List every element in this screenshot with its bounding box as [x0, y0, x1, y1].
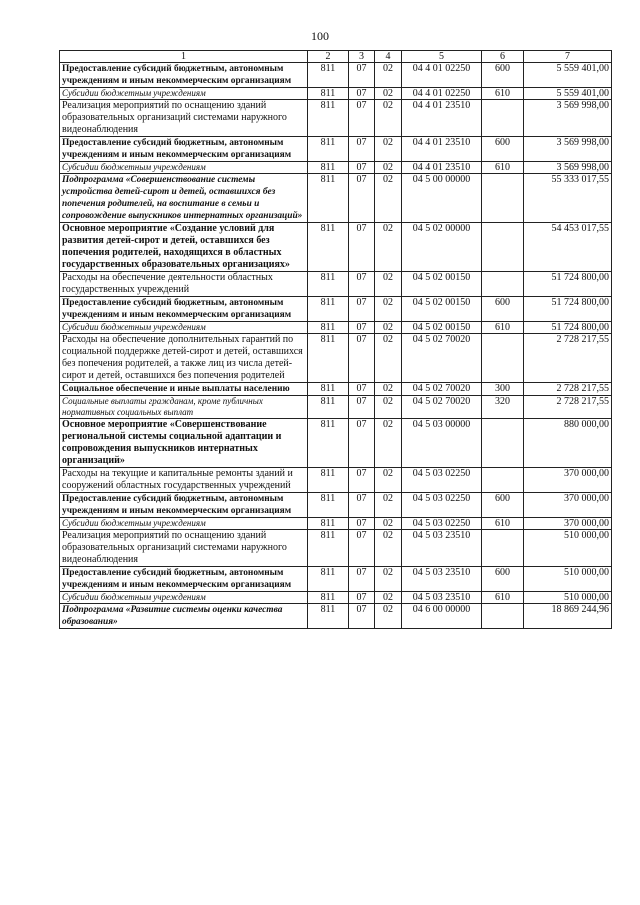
- table-row: [60, 100, 612, 137]
- row-code-4-cell: 02: [375, 592, 402, 604]
- row-code-3-cell: 07: [349, 518, 375, 530]
- row-code-6-cell: 610: [482, 592, 524, 604]
- row-code-3-cell: 07: [349, 174, 375, 223]
- row-code-6-cell: 600: [482, 493, 524, 518]
- row-amount-cell: 510 000,00: [524, 530, 612, 567]
- table-row: [60, 88, 612, 100]
- row-code-3-cell: 07: [349, 383, 375, 396]
- table-row: [60, 334, 612, 383]
- row-name-cell: Социальные выплаты гражданам, кроме публичных нормативных социальных выплат: [60, 396, 308, 419]
- row-name-cell: Субсидии бюджетным учреждениям: [60, 322, 308, 334]
- row-code-5-cell: 04 5 02 70020: [402, 383, 482, 396]
- row-code-3-cell: 07: [349, 63, 375, 88]
- row-name-cell: Расходы на обеспечение деятельности областных государственных учреждений: [60, 272, 308, 297]
- row-code-3-cell: 07: [349, 272, 375, 297]
- table-header-row: [60, 51, 612, 63]
- row-name-cell: Основное мероприятие «Создание условий для развития детей-сирот и детей, оставшихся без попечения родителей, находящихся в областных государственных образовательных организациях»: [60, 223, 308, 272]
- row-code-6-cell: [482, 419, 524, 468]
- row-code-2-cell: 811: [308, 334, 349, 383]
- row-code-6-cell: 610: [482, 322, 524, 334]
- row-code-5-cell: 04 4 01 23510: [402, 137, 482, 162]
- row-code-4-cell: 02: [375, 530, 402, 567]
- row-code-2-cell: 811: [308, 88, 349, 100]
- row-code-2-cell: 811: [308, 272, 349, 297]
- table-row: [60, 396, 612, 419]
- row-code-4-cell: 02: [375, 137, 402, 162]
- row-amount-cell: 18 869 244,96: [524, 604, 612, 629]
- row-code-6-cell: 600: [482, 297, 524, 322]
- row-amount-cell: 3 569 998,00: [524, 100, 612, 137]
- row-code-6-cell: 600: [482, 137, 524, 162]
- row-code-2-cell: 811: [308, 493, 349, 518]
- budget-table: [59, 50, 612, 629]
- row-amount-cell: 510 000,00: [524, 567, 612, 592]
- row-code-4-cell: 02: [375, 604, 402, 629]
- column-header: 7: [524, 51, 612, 63]
- row-code-3-cell: 07: [349, 592, 375, 604]
- table-row: [60, 567, 612, 592]
- row-code-6-cell: [482, 174, 524, 223]
- row-amount-cell: 5 559 401,00: [524, 63, 612, 88]
- row-code-6-cell: [482, 223, 524, 272]
- row-code-6-cell: 320: [482, 396, 524, 419]
- row-code-4-cell: 02: [375, 419, 402, 468]
- row-code-6-cell: [482, 334, 524, 383]
- column-header: 4: [375, 51, 402, 63]
- row-code-2-cell: 811: [308, 100, 349, 137]
- table-row: [60, 63, 612, 88]
- row-code-5-cell: 04 5 02 00150: [402, 297, 482, 322]
- row-code-6-cell: [482, 604, 524, 629]
- row-code-5-cell: 04 5 03 02250: [402, 518, 482, 530]
- row-amount-cell: 51 724 800,00: [524, 297, 612, 322]
- row-code-6-cell: 600: [482, 63, 524, 88]
- row-code-6-cell: 610: [482, 88, 524, 100]
- row-code-6-cell: 600: [482, 567, 524, 592]
- row-code-3-cell: 07: [349, 396, 375, 419]
- row-name-cell: Субсидии бюджетным учреждениям: [60, 518, 308, 530]
- row-code-6-cell: [482, 468, 524, 493]
- row-code-2-cell: 811: [308, 383, 349, 396]
- row-name-cell: Реализация мероприятий по оснащению зданий образовательных организаций системами наружного видеонаблюдения: [60, 530, 308, 567]
- row-code-4-cell: 02: [375, 334, 402, 383]
- row-code-2-cell: 811: [308, 530, 349, 567]
- row-code-4-cell: 02: [375, 297, 402, 322]
- row-amount-cell: 510 000,00: [524, 592, 612, 604]
- row-amount-cell: 3 569 998,00: [524, 162, 612, 174]
- table-row: [60, 383, 612, 396]
- row-amount-cell: 370 000,00: [524, 518, 612, 530]
- row-amount-cell: 55 333 017,55: [524, 174, 612, 223]
- row-code-4-cell: 02: [375, 63, 402, 88]
- row-code-5-cell: 04 4 01 02250: [402, 63, 482, 88]
- column-header: 3: [349, 51, 375, 63]
- row-code-3-cell: 07: [349, 88, 375, 100]
- row-amount-cell: 5 559 401,00: [524, 88, 612, 100]
- row-code-4-cell: 02: [375, 223, 402, 272]
- table-row: [60, 518, 612, 530]
- row-amount-cell: 2 728 217,55: [524, 383, 612, 396]
- row-name-cell: Субсидии бюджетным учреждениям: [60, 162, 308, 174]
- row-amount-cell: 2 728 217,55: [524, 334, 612, 383]
- row-code-3-cell: 07: [349, 334, 375, 383]
- row-code-2-cell: 811: [308, 297, 349, 322]
- row-amount-cell: 880 000,00: [524, 419, 612, 468]
- row-amount-cell: 2 728 217,55: [524, 396, 612, 419]
- table-row: [60, 530, 612, 567]
- row-code-2-cell: 811: [308, 396, 349, 419]
- row-code-5-cell: 04 5 02 70020: [402, 396, 482, 419]
- table-row: [60, 322, 612, 334]
- row-code-3-cell: 07: [349, 322, 375, 334]
- row-code-2-cell: 811: [308, 137, 349, 162]
- row-code-5-cell: 04 6 00 00000: [402, 604, 482, 629]
- row-code-6-cell: 610: [482, 518, 524, 530]
- row-code-5-cell: 04 5 03 23510: [402, 592, 482, 604]
- row-amount-cell: 51 724 800,00: [524, 272, 612, 297]
- row-name-cell: Субсидии бюджетным учреждениям: [60, 88, 308, 100]
- page-number: 100: [311, 29, 329, 43]
- row-code-4-cell: 02: [375, 493, 402, 518]
- row-code-5-cell: 04 5 02 70020: [402, 334, 482, 383]
- row-code-6-cell: 610: [482, 162, 524, 174]
- row-code-2-cell: 811: [308, 468, 349, 493]
- row-code-6-cell: [482, 272, 524, 297]
- row-code-2-cell: 811: [308, 162, 349, 174]
- row-code-5-cell: 04 5 02 00150: [402, 322, 482, 334]
- row-amount-cell: 51 724 800,00: [524, 322, 612, 334]
- row-code-3-cell: 07: [349, 567, 375, 592]
- row-code-2-cell: 811: [308, 592, 349, 604]
- row-code-4-cell: 02: [375, 383, 402, 396]
- table-row: [60, 223, 612, 272]
- row-code-5-cell: 04 5 00 00000: [402, 174, 482, 223]
- row-code-5-cell: 04 5 03 23510: [402, 530, 482, 567]
- row-code-2-cell: 811: [308, 567, 349, 592]
- row-code-2-cell: 811: [308, 223, 349, 272]
- row-code-2-cell: 811: [308, 518, 349, 530]
- row-code-6-cell: [482, 530, 524, 567]
- row-amount-cell: 370 000,00: [524, 493, 612, 518]
- row-code-5-cell: 04 4 01 23510: [402, 162, 482, 174]
- row-code-2-cell: 811: [308, 63, 349, 88]
- row-code-5-cell: 04 5 03 02250: [402, 468, 482, 493]
- table-row: [60, 419, 612, 468]
- table-row: [60, 162, 612, 174]
- row-amount-cell: 3 569 998,00: [524, 137, 612, 162]
- row-code-3-cell: 07: [349, 297, 375, 322]
- table-row: [60, 272, 612, 297]
- row-name-cell: Реализация мероприятий по оснащению зданий образовательных организаций системами наружного видеонаблюдения: [60, 100, 308, 137]
- row-code-2-cell: 811: [308, 419, 349, 468]
- row-code-4-cell: 02: [375, 396, 402, 419]
- row-code-3-cell: 07: [349, 223, 375, 272]
- row-code-3-cell: 07: [349, 468, 375, 493]
- row-code-3-cell: 07: [349, 419, 375, 468]
- column-header: 2: [308, 51, 349, 63]
- row-code-2-cell: 811: [308, 174, 349, 223]
- row-amount-cell: 54 453 017,55: [524, 223, 612, 272]
- row-name-cell: Субсидии бюджетным учреждениям: [60, 592, 308, 604]
- row-code-2-cell: 811: [308, 322, 349, 334]
- row-amount-cell: 370 000,00: [524, 468, 612, 493]
- row-code-5-cell: 04 5 02 00000: [402, 223, 482, 272]
- row-code-5-cell: 04 4 01 02250: [402, 88, 482, 100]
- row-code-2-cell: 811: [308, 604, 349, 629]
- column-header: 6: [482, 51, 524, 63]
- row-code-3-cell: 07: [349, 100, 375, 137]
- row-code-5-cell: 04 4 01 23510: [402, 100, 482, 137]
- row-code-5-cell: 04 5 02 00150: [402, 272, 482, 297]
- row-code-6-cell: 300: [482, 383, 524, 396]
- row-code-5-cell: 04 5 03 00000: [402, 419, 482, 468]
- row-code-3-cell: 07: [349, 137, 375, 162]
- row-code-4-cell: 02: [375, 88, 402, 100]
- row-code-4-cell: 02: [375, 518, 402, 530]
- row-name-cell: Предоставление субсидий бюджетным, автономным учреждениям и иным некоммерческим организациям: [60, 493, 308, 518]
- row-name-cell: Подпрограмма «Совершенствование системы устройства детей-сирот и детей, оставшихся без попечения родителей, на воспитание в семьи и сопровождение выпускников интернатных организаций»: [60, 174, 308, 223]
- row-name-cell: Предоставление субсидий бюджетным, автономным учреждениям и иным некоммерческим организациям: [60, 137, 308, 162]
- row-code-4-cell: 02: [375, 174, 402, 223]
- row-name-cell: Предоставление субсидий бюджетным, автономным учреждениям и иным некоммерческим организациям: [60, 567, 308, 592]
- table-row: [60, 174, 612, 223]
- row-name-cell: Расходы на обеспечение дополнительных гарантий по социальной поддержке детей-сирот и детей, оставшихся без попечения родителей, а также лиц из числа детей-сирот и детей, оставшихся без попечения родителей: [60, 334, 308, 383]
- table-row: [60, 468, 612, 493]
- row-code-4-cell: 02: [375, 468, 402, 493]
- column-header: 1: [60, 51, 308, 63]
- row-name-cell: Социальное обеспечение и иные выплаты населению: [60, 383, 308, 396]
- column-header: 5: [402, 51, 482, 63]
- row-code-4-cell: 02: [375, 100, 402, 137]
- row-code-4-cell: 02: [375, 272, 402, 297]
- table-row: [60, 297, 612, 322]
- row-code-4-cell: 02: [375, 162, 402, 174]
- table-row: [60, 604, 612, 629]
- row-code-3-cell: 07: [349, 493, 375, 518]
- row-name-cell: Основное мероприятие «Совершенствование региональной системы социальной адаптации и сопровождения выпускников интернатных организаций»: [60, 419, 308, 468]
- row-code-5-cell: 04 5 03 02250: [402, 493, 482, 518]
- row-code-5-cell: 04 5 03 23510: [402, 567, 482, 592]
- table-row: [60, 493, 612, 518]
- table-row: [60, 137, 612, 162]
- row-code-3-cell: 07: [349, 530, 375, 567]
- row-name-cell: Подпрограмма «Развитие системы оценки качества образования»: [60, 604, 308, 629]
- row-code-4-cell: 02: [375, 567, 402, 592]
- row-name-cell: Расходы на текущие и капитальные ремонты зданий и сооружений областных государственных учреждений: [60, 468, 308, 493]
- row-code-4-cell: 02: [375, 322, 402, 334]
- row-code-6-cell: [482, 100, 524, 137]
- row-name-cell: Предоставление субсидий бюджетным, автономным учреждениям и иным некоммерческим организациям: [60, 63, 308, 88]
- table-row: [60, 592, 612, 604]
- row-code-3-cell: 07: [349, 604, 375, 629]
- row-name-cell: Предоставление субсидий бюджетным, автономным учреждениям и иным некоммерческим организациям: [60, 297, 308, 322]
- row-code-3-cell: 07: [349, 162, 375, 174]
